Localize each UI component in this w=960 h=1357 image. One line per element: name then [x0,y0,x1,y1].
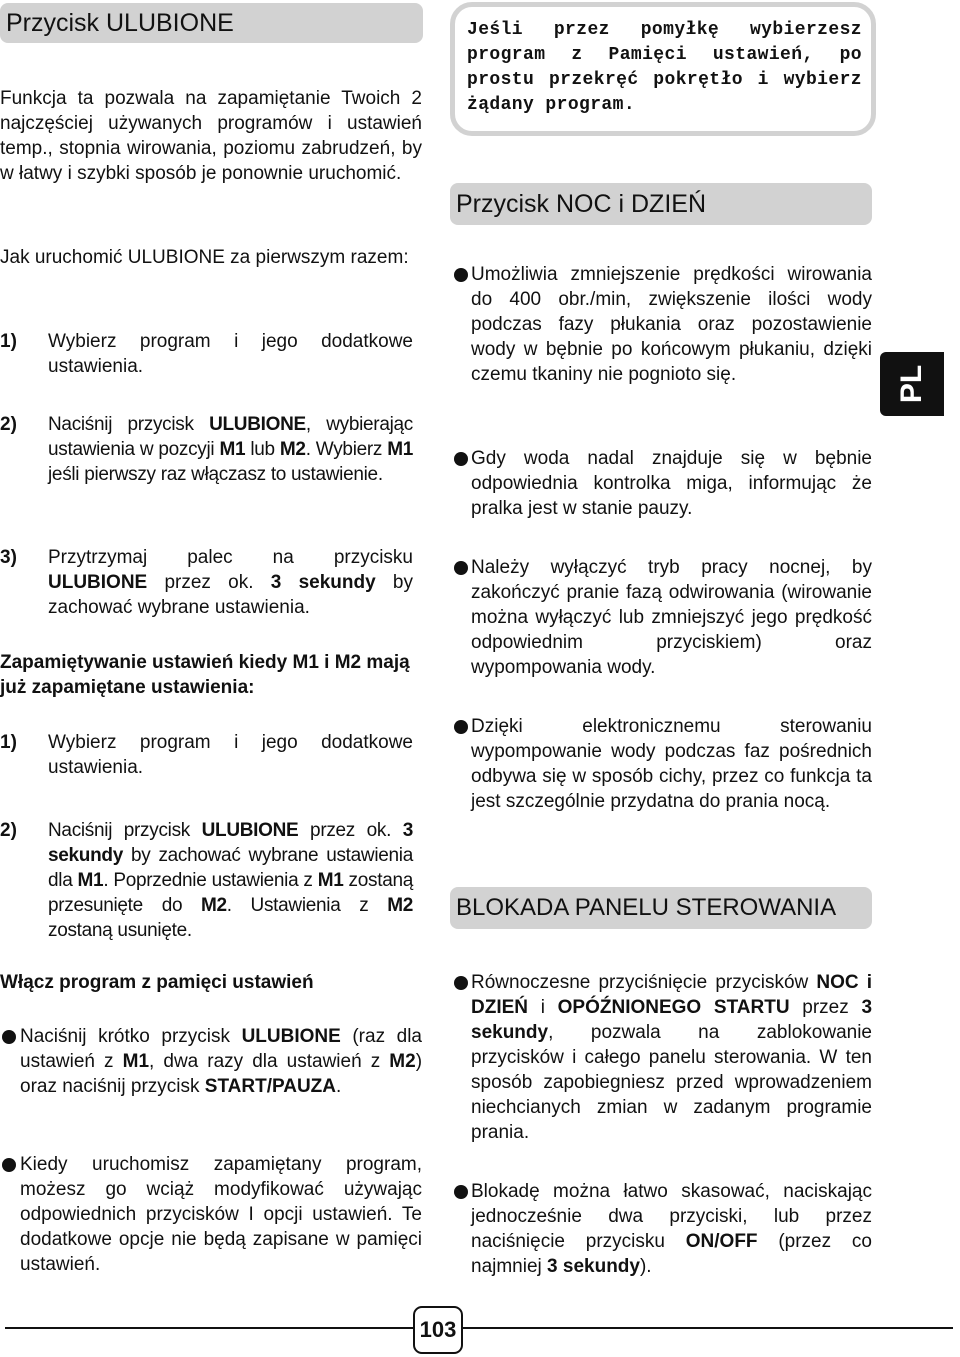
bullet-icon [2,1158,16,1172]
memory-bullet-1 [20,1024,422,1099]
m1-label: M1 [387,439,413,460]
memory-bullet-1-part: , dwa razy dla ustawień z [149,1051,390,1072]
memory-bullet-1-part: (raz dla ustawień z [20,1026,422,1072]
noc-bullet-4: Dzięki elektronicznemu sterowaniu wypompowanie wody podczas faz pośrednich odbywa się w sposób cichy, przez co funkcja ta jest szczególnie przydatna do prania nocą. [471,716,872,812]
ulubione-label: ULUBIONE [209,414,306,435]
m1-label: M1 [77,870,104,891]
step-2-part: . Wybierz [305,439,388,460]
step-2-number: 2) [0,414,17,435]
note-text: Jeśli przez pomyłkę wybierzesz program z Pamięci ustawień, po prostu przekręć pokrętło i wybierz żądany program. [467,20,862,115]
bullet-icon [454,976,468,990]
blokada-bullet-2 [471,1179,872,1279]
noc-bullet-2: Gdy woda nadal znajduje się w bębnie odpowiednia kontrolka miga, informując że pralka jest w stanie pauzy. [471,448,872,519]
three-seconds-label: 3 sekundy [471,997,873,1043]
saved-step-1-text: Wybierz program i jego dodatkowe ustawienia. [48,732,413,778]
bullet-icon [454,720,468,734]
ulubione-label: ULUBIONE [48,572,148,593]
step-3-number: 3) [0,547,17,568]
heading-blokada: BLOKADA PANELU STEROWANIA [450,887,872,929]
bullet-icon [454,1185,468,1199]
three-seconds-label: 3 sekundy [48,820,413,866]
saved-step-2-part: . Ustawienia z [226,895,388,916]
blokada-bullet-1-part: przez [789,997,862,1018]
bullet-icon [454,561,468,575]
page-number: 103 [413,1306,463,1354]
step-1-number: 1) [0,331,17,352]
delayed-start-label: OPÓŹNIONEGO STARTU [557,997,790,1018]
ulubione-label: ULUBIONE [201,820,299,841]
saved-step-2-part: Naciśnij przycisk [48,820,202,841]
step-3-part: Przytrzymaj palec na przycisku [48,547,413,568]
on-off-label: ON/OFF [685,1231,758,1252]
memory-bullet-1-part: ) oraz naciśnij przycisk [20,1051,423,1097]
bullet-icon [454,452,468,466]
saved-step-2-part: by zachować wybrane ustawienia dla [48,845,413,891]
step-2-part: lub [245,439,280,460]
ulubione-label: ULUBIONE [241,1026,341,1047]
memory-bullet-1-part: . [336,1076,342,1097]
m1-label: M1 [122,1051,150,1072]
step-2-part: Naciśnij przycisk [48,414,210,435]
step-1-text: Wybierz program i jego dodatkowe ustawienia. [48,331,413,377]
noc-dzien-label: NOC i DZIEŃ [471,972,872,1018]
saved-step-2-part: przez ok. [298,820,403,841]
bullet-icon [2,1030,16,1044]
saved-step-2-part: zostaną usunięte. [48,920,192,941]
memory-bullet-2: Kiedy uruchomisz zapamiętany program, możesz go wciąż modyfikować używając odpowiednich przycisków I opcji ustawień. Te dodatkowe opcje nie będą zapisane w pamięci ustawień. [20,1154,422,1275]
bullet-icon [454,268,468,282]
m2-label: M2 [279,439,306,460]
footer-rule-right [463,1327,953,1329]
blokada-bullet-2-part: Blokadę można łatwo skasować, naciskając jednocześnie dwa przyciski, lub przez naciśnięcie przycisku [471,1181,872,1252]
memory-bullet-1-part: Naciśnij krótko przycisk [20,1026,242,1047]
language-tab [880,352,944,416]
saved-step-2-part: . Poprzednie ustawienia z [103,870,318,891]
noc-bullet-1: Umożliwia zmniejszenie prędkości wirowania do 400 obr./min, zwiększenie ilości wody podczas fazy płukania oraz pozostawienie wody w bębnie po końcowym płukaniu, dzięki czemu tkaniny nie pognioto się. [471,264,872,385]
blokada-bullet-1-part: i [528,997,558,1018]
saved-step-2-number: 2) [0,820,17,841]
three-seconds-label: 3 sekundy [547,1256,640,1277]
start-pause-label: START/PAUZA [204,1076,337,1097]
language-tab-label: PL [895,364,928,404]
footer-rule-left [5,1327,413,1329]
step-2-part: jeśli pierwszy raz włączasz to ustawienie. [48,464,383,485]
blokada-bullet-1-part: Równoczesne przyciśnięcie przycisków [471,972,817,993]
first-time-heading: Jak uruchomić ULUBIONE za pierwszym razem: [0,247,409,268]
blokada-bullet-2-part: ). [639,1256,652,1277]
step-2-part: , wybierając ustawienia w pozcyji [48,414,413,460]
saved-step-2-part: zostaną przesunięte do [48,870,413,916]
m2-label: M2 [389,1051,416,1072]
heading-ulubione: Przycisk ULUBIONE [0,3,423,43]
heading-noc-dzien: Przycisk NOC i DZIEŃ [450,183,872,225]
blokada-bullet-1 [471,970,872,1145]
step-3-part: przez ok. [147,572,271,593]
m2-label: M2 [387,895,414,916]
noc-bullet-3: Należy wyłączyć tryb pracy nocnej, by zakończyć pranie fazą odwirowania (wirowanie można wyłączyć lub zmniejszyć jego prędkość odpowiednim przyciskiem) oraz wypompowania wody. [471,557,872,678]
saved-step-2-text [48,818,413,943]
saved-settings-heading: Zapamiętywanie ustawień kiedy M1 i M2 mają już zapamiętane ustawienia: [0,652,410,698]
m2-label: M2 [201,895,227,916]
saved-step-1-number: 1) [0,732,17,753]
m1-label: M1 [219,439,246,460]
memory-heading: Włącz program z pamięci ustawień [0,972,314,993]
intro-paragraph: Funkcja ta pozwala na zapamiętanie Twoich 2 najczęściej używanych programów i ustawień temp., stopnia wirowania, poziomu zabrudzeń, by w łatwy i szybki sposób je ponownie uruchomić. [0,88,422,184]
m1-label: M1 [317,870,344,891]
blokada-bullet-1-part: , pozwala na zablokowanie przycisków i całego panelu sterowania. W ten sposób zapobiegniesz przed wprowadzeniem niechcianych zmian w zadanym programie prania. [471,1022,872,1143]
three-seconds-label: 3 sekundy [270,572,376,593]
step-3-part: by zachować wybrane ustawienia. [48,572,413,618]
blokada-bullet-2-part: (przez co najmniej [471,1231,872,1277]
step-3-text [48,545,413,620]
step-2-text [48,412,413,487]
